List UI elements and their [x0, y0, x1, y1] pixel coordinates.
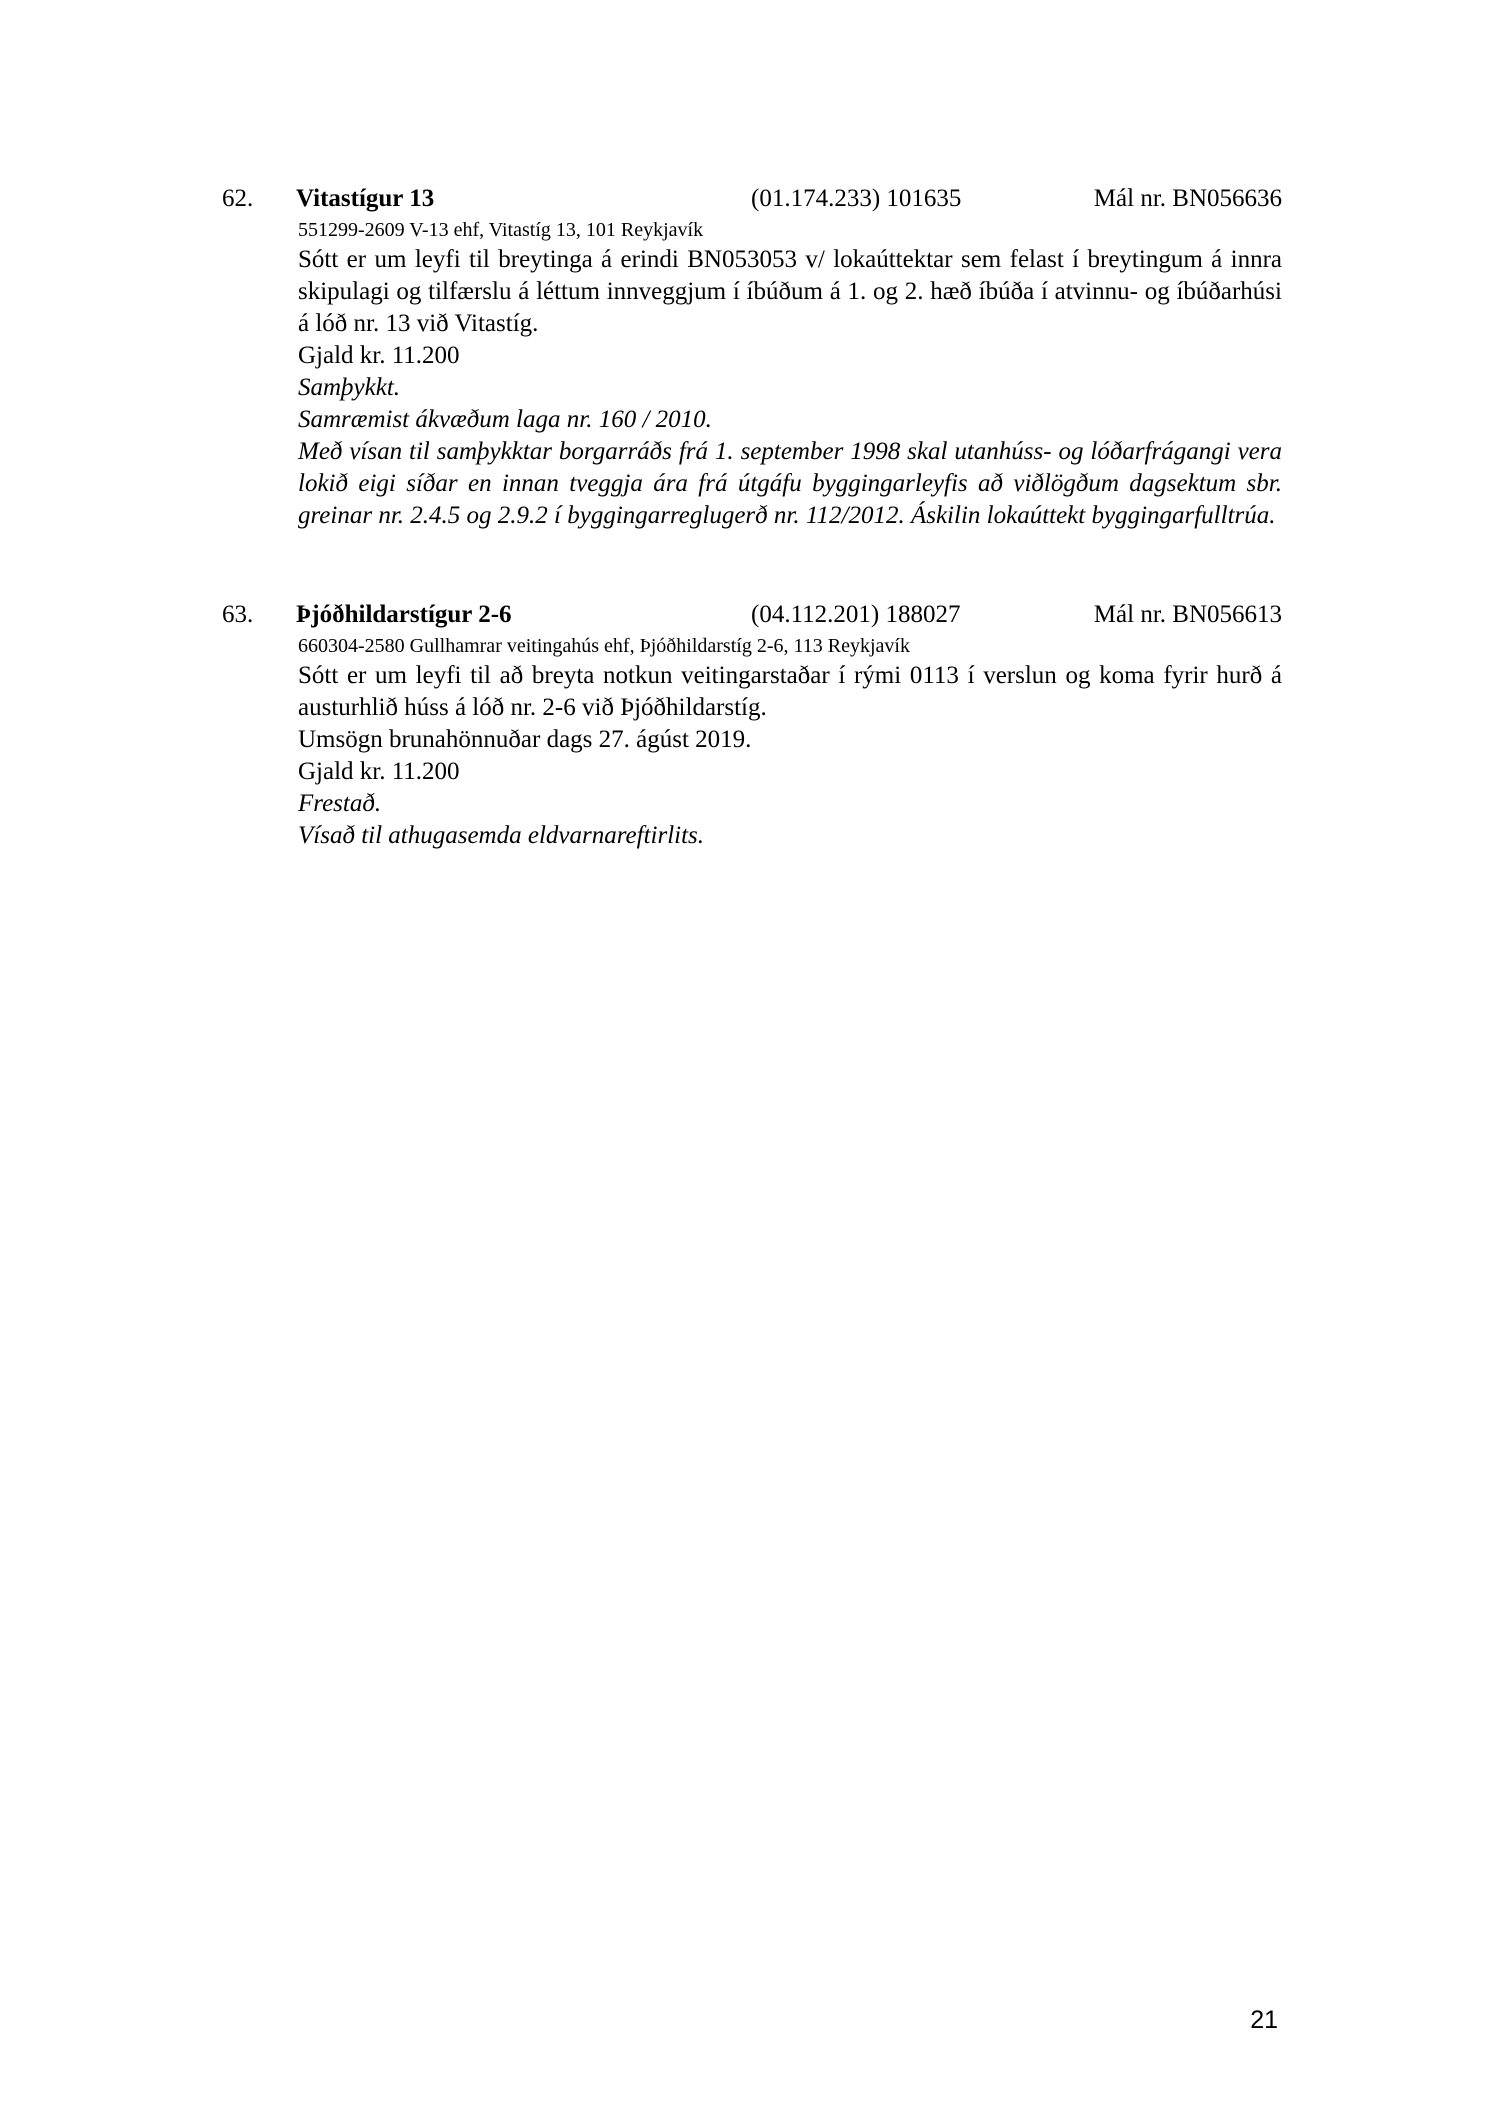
entry-review-note: Umsögn brunahönnuðar dags 27. ágúst 2019. [298, 726, 752, 753]
entry-decision: Samþykkt. [298, 374, 401, 401]
entry-address: Þjóðhildarstígur 2-6 [296, 601, 512, 628]
entry-number: 62. [222, 185, 254, 212]
entry-case-number: Mál nr. BN056613 [1093, 601, 1282, 628]
case-entry-62 [222, 182, 1282, 532]
entry-fee: Gjald kr. 11.200 [298, 342, 460, 369]
entry-description: Sótt er um leyfi til að breyta notkun veitingarstaðar í rými 0113 í verslun og koma fyrir hurð á austurhlið húss á lóð nr. 2-6 við Þjóðhildarstíg. [298, 662, 1282, 721]
entry-parcel-id: (01.174.233) 101635 [751, 185, 962, 212]
entry-body [298, 632, 1282, 852]
entry-decision: Frestað. [298, 790, 382, 817]
entry-parcel-id: (04.112.201) 188027 [751, 601, 961, 628]
case-entry-63 [222, 598, 1282, 852]
page-number: 21 [1250, 2006, 1278, 2034]
entry-fee: Gjald kr. 11.200 [298, 758, 460, 785]
entry-header [222, 598, 1282, 632]
entry-number: 63. [222, 601, 254, 628]
entry-address: Vitastígur 13 [296, 185, 435, 212]
entry-note: Samræmist ákvæðum laga nr. 160 / 2010. [298, 406, 712, 433]
entry-note: Með vísan til samþykktar borgarráðs frá 1. september 1998 skal utanhúss- og lóðarfrágangi vera lokið eigi síðar en innan tveggja ára frá útgáfu byggingarleyfis að viðlögðum dagsektum sbr. greinar nr. 2.4.5 og 2.9.2 í byggingarreglugerð nr. 112/2012. Áskilin lokaúttekt byggingarfulltrúa. [298, 438, 1282, 529]
entry-header [222, 182, 1282, 216]
entry-applicant: 551299-2609 V-13 ehf, Vitastíg 13, 101 Reykjavík [298, 219, 704, 241]
entry-case-number: Mál nr. BN056636 [1093, 185, 1282, 212]
entry-body [298, 216, 1282, 532]
entry-applicant: 660304-2580 Gullhamrar veitingahús ehf, Þjóðhildarstíg 2-6, 113 Reykjavík [298, 635, 910, 657]
entry-note: Vísað til athugasemda eldvarnareftirlits. [298, 822, 705, 849]
entry-description: Sótt er um leyfi til breytinga á erindi BN053053 v/ lokaúttektar sem felast í breytingum á innra skipulagi og tilfærslu á léttum innveggjum í íbúðum á 1. og 2. hæð íbúða í atvinnu- og íbúðarhúsi á lóð nr. 13 við Vitastíg. [298, 246, 1282, 337]
